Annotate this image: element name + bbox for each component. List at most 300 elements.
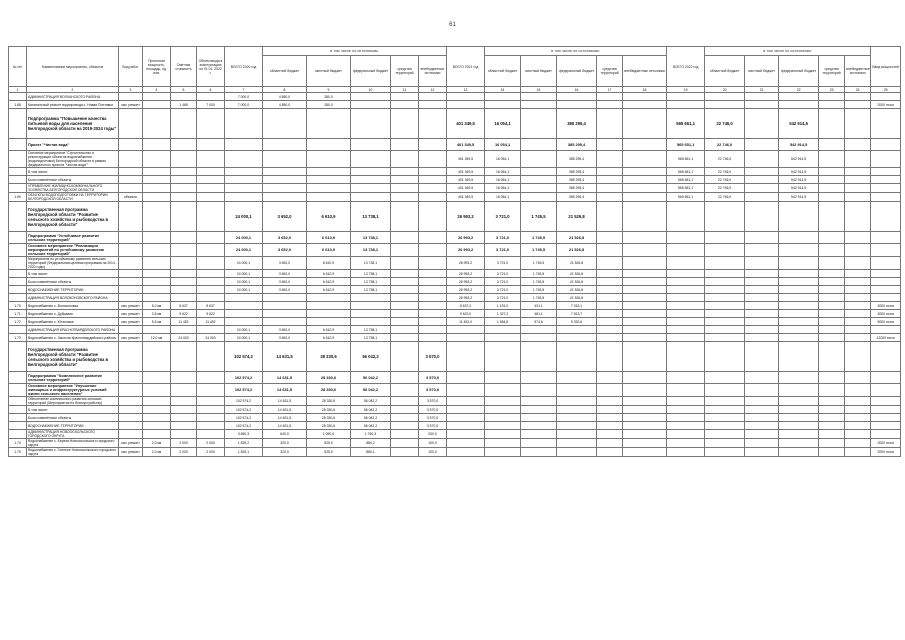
table-cell (447, 372, 485, 384)
table-cell (9, 342, 27, 372)
table-cell: 3 652,0 (263, 244, 307, 257)
table-cell (391, 244, 419, 257)
table-cell (745, 176, 779, 184)
table-cell: 16 054,1 (485, 109, 521, 139)
table-cell (667, 93, 705, 101)
table-row (9, 372, 901, 384)
table-cell (171, 93, 197, 101)
table-cell (845, 278, 871, 286)
table-cell: 1 745,5 (521, 244, 557, 257)
table-cell: 565 651,1 (667, 109, 705, 139)
table-cell (819, 318, 845, 326)
table-cell: 28 330,6 (307, 422, 351, 430)
table-cell (623, 184, 667, 193)
table-cell (623, 278, 667, 286)
table-cell (845, 176, 871, 184)
table-cell: 565 651,1 (667, 176, 705, 184)
table-cell (351, 310, 391, 318)
table-cell (143, 101, 171, 109)
table-cell (845, 397, 871, 406)
table-cell (845, 93, 871, 101)
table-cell (745, 342, 779, 372)
table-body (9, 93, 901, 457)
table-cell: 3 570,0 (419, 406, 447, 414)
table-cell (819, 151, 845, 168)
table-cell: 2000 пог.м (871, 101, 901, 109)
table-cell (871, 430, 901, 439)
col-header-regional-2022: областной бюджет (705, 56, 745, 87)
table-cell (119, 93, 143, 101)
table-cell: 401 349,5 (447, 193, 485, 202)
table-cell (9, 93, 27, 101)
table-cell: 200,0 (419, 430, 447, 439)
table-cell (171, 397, 197, 406)
table-cell (351, 109, 391, 139)
table-cell: 56 042,2 (351, 342, 391, 372)
table-cell (119, 397, 143, 406)
table-cell: 401 349,5 (447, 184, 485, 193)
table-cell (819, 372, 845, 384)
col-header-extra-2021: внебюджетные источники (623, 56, 667, 87)
table-cell (391, 109, 419, 139)
table-cell: 3 570,0 (419, 414, 447, 422)
table-cell: 12,0 км (143, 334, 171, 342)
column-number: 18 (623, 87, 667, 93)
table-cell (351, 193, 391, 202)
table-cell (745, 414, 779, 422)
table-cell: 24 000,1 (225, 278, 263, 286)
table-row (9, 397, 901, 406)
table-cell (819, 422, 845, 430)
table-cell (845, 139, 871, 151)
table-cell: 3 570,0 (419, 422, 447, 430)
table-cell: 3 650,3 (225, 430, 263, 439)
table-cell (705, 414, 745, 422)
table-cell (419, 193, 447, 202)
table-cell (307, 294, 351, 302)
table-cell (845, 430, 871, 439)
table-cell (597, 168, 623, 176)
table-cell: 6 610,9 (307, 278, 351, 286)
row-title-cell: Основное мероприятие "Улучшение жилищных и инфраструктурных условий жизни сельского населения" (27, 384, 119, 397)
table-cell: 14 631,5 (263, 384, 307, 397)
table-cell (391, 202, 419, 232)
table-row (9, 139, 901, 151)
table-cell: 1.70 (9, 302, 27, 310)
column-number: 17 (597, 87, 623, 93)
table-cell (351, 101, 391, 109)
table-cell (819, 286, 845, 294)
column-number: 8 (263, 87, 307, 93)
table-cell (819, 406, 845, 414)
table-cell (9, 422, 27, 430)
table-cell (9, 406, 27, 414)
table-cell (391, 278, 419, 286)
table-cell (667, 310, 705, 318)
table-cell (779, 397, 819, 406)
table-cell: 28 330,6 (307, 372, 351, 384)
column-number: 21 (745, 87, 779, 93)
table-cell (623, 397, 667, 406)
table-cell (597, 384, 623, 397)
row-title-cell: АДМИНИСТРАЦИЯ НОВООСКОЛЬСКОГО ГОРОДСКОГО ОКРУГА (27, 430, 119, 439)
table-cell (391, 93, 419, 101)
table-cell (143, 294, 171, 302)
col-header-volume: Объём ввода в эксплуатацию на 01.01. 2022 г. (197, 47, 225, 87)
table-cell: 3000 пог.м (871, 302, 901, 310)
table-cell (597, 430, 623, 439)
table-cell (871, 176, 901, 184)
table-cell (307, 151, 351, 168)
table-cell (705, 101, 745, 109)
table-cell: 525,0 (307, 439, 351, 448)
table-cell (557, 422, 597, 430)
table-cell (623, 109, 667, 139)
table-row (9, 422, 901, 430)
table-cell (845, 439, 871, 448)
table-cell (197, 139, 225, 151)
row-title-cell: АДМИНИСТРАЦИЯ КРАСНОГВАРДЕЙСКОГО РАЙОНА (27, 326, 119, 334)
table-cell (597, 334, 623, 342)
table-cell: 542 914,5 (779, 184, 819, 193)
row-title-cell: ВОДОСНАБЖЕНИЕ ТЕРРИТОРИИ (27, 422, 119, 430)
table-cell (9, 294, 27, 302)
table-cell (623, 414, 667, 422)
table-cell: 8 637 (197, 302, 225, 310)
table-cell (623, 372, 667, 384)
table-cell (419, 302, 447, 310)
table-cell (623, 270, 667, 278)
table-cell (419, 286, 447, 294)
table-cell (171, 294, 197, 302)
col-header-total-2020: ВСЕГО 2020 год (225, 47, 263, 87)
table-cell (623, 232, 667, 244)
table-cell (819, 270, 845, 278)
table-cell (745, 93, 779, 101)
table-cell (521, 139, 557, 151)
table-cell (779, 326, 819, 334)
table-cell (119, 151, 143, 168)
table-cell (391, 168, 419, 176)
table-cell (597, 318, 623, 326)
table-row (9, 151, 901, 168)
table-cell: кап. ремонт (119, 439, 143, 448)
table-cell (171, 193, 197, 202)
table-cell (521, 448, 557, 457)
table-cell (263, 139, 307, 151)
table-row (9, 406, 901, 414)
table-cell (143, 93, 171, 101)
table-row (9, 168, 901, 176)
table-cell (871, 168, 901, 176)
table-cell (705, 232, 745, 244)
table-cell: 1 825,2 (225, 439, 263, 448)
table-cell (197, 430, 225, 439)
table-cell (745, 448, 779, 457)
row-title-cell: Основное мероприятие "Реализация мероприятий по устойчивому развитию сельских территорий" (27, 244, 119, 257)
table-cell (745, 109, 779, 139)
table-cell: 16 054,1 (485, 139, 521, 151)
table-cell (485, 93, 521, 101)
table-cell (667, 318, 705, 326)
table-cell (819, 397, 845, 406)
table-cell: 102 574,2 (225, 372, 263, 384)
table-cell: 1.68 (9, 101, 27, 109)
table-cell: 24 000,1 (225, 326, 263, 334)
table-cell (623, 342, 667, 372)
table-cell (871, 270, 901, 278)
table-cell: 3 570,0 (419, 397, 447, 406)
table-cell (521, 326, 557, 334)
table-cell: 5,5 км (143, 318, 171, 326)
table-cell: 385 295,4 (557, 109, 597, 139)
table-cell (119, 202, 143, 232)
table-cell: 3 721,0 (485, 257, 521, 270)
table-cell (391, 294, 419, 302)
table-cell (119, 430, 143, 439)
table-row (9, 302, 901, 310)
table-cell (197, 397, 225, 406)
table-cell (597, 151, 623, 168)
table-cell: 431,1 (521, 302, 557, 310)
table-cell: 2 000 (197, 448, 225, 457)
table-cell: 280,0 (307, 93, 351, 101)
table-cell (597, 278, 623, 286)
table-cell: 24 000,1 (225, 202, 263, 232)
table-cell: 16 054,1 (485, 193, 521, 202)
col-header-territory-2021: средства территорий (597, 56, 623, 87)
table-cell (819, 202, 845, 232)
table-cell (143, 342, 171, 372)
table-cell (447, 414, 485, 422)
table-cell (391, 151, 419, 168)
table-cell (667, 448, 705, 457)
table-cell: 3 721,0 (485, 244, 521, 257)
table-cell: 2,0 км (143, 439, 171, 448)
table-cell (419, 334, 447, 342)
table-cell (521, 372, 557, 384)
table-cell (197, 270, 225, 278)
table-cell (745, 244, 779, 257)
table-cell (419, 101, 447, 109)
table-cell (597, 176, 623, 184)
table-cell (171, 168, 197, 176)
table-cell (197, 278, 225, 286)
table-cell: 565 651,1 (667, 139, 705, 151)
table-cell (597, 448, 623, 457)
table-cell (419, 109, 447, 139)
table-cell (819, 257, 845, 270)
row-title-cell: АДМИНИСТРАЦИЯ ВОЛЧАНСКОГО РАЙОНА (27, 93, 119, 101)
table-cell (119, 244, 143, 257)
table-cell (819, 244, 845, 257)
table-cell (871, 93, 901, 101)
row-title-cell: Основное мероприятие "Строительство и реконструкция объектов водоснабжения (водоподготовки) Белгородской области в рамках федерального проекта "Чистая вода"" (27, 151, 119, 168)
table-cell (745, 193, 779, 202)
table-cell: кап. ремонт (119, 101, 143, 109)
table-cell (845, 342, 871, 372)
table-cell (521, 334, 557, 342)
table-cell: 3 721,0 (485, 294, 521, 302)
table-cell (143, 257, 171, 270)
column-number: 20 (705, 87, 745, 93)
column-number: 6 (197, 87, 225, 93)
table-cell (225, 294, 263, 302)
table-cell (143, 184, 171, 193)
table-cell (623, 318, 667, 326)
table-cell (521, 342, 557, 372)
table-cell (705, 384, 745, 397)
table-cell: 3 652,0 (263, 286, 307, 294)
row-title-cell: Водоснабжение с. Засосна Красногвардейского района (27, 334, 119, 342)
table-cell (871, 257, 901, 270)
row-title-cell: В том числе: (27, 406, 119, 414)
table-row (9, 439, 901, 448)
table-cell: 16 054,1 (485, 151, 521, 168)
table-cell: 1.73 (9, 334, 27, 342)
table-cell: 13 738,1 (351, 270, 391, 278)
table-cell: 16 054,1 (485, 176, 521, 184)
table-cell (745, 406, 779, 414)
table-cell: 13 738,1 (351, 286, 391, 294)
row-title-cell: ВОДОСНАБЖЕНИЕ ТЕРРИТОРИИ (27, 286, 119, 294)
table-cell: 21 526,8 (557, 232, 597, 244)
table-cell (597, 414, 623, 422)
table-cell: 13 738,1 (351, 326, 391, 334)
table-cell: 2 000 (171, 439, 197, 448)
table-cell (171, 176, 197, 184)
column-number: 22 (779, 87, 819, 93)
table-cell: 5,0 км (143, 302, 171, 310)
table-cell (557, 430, 597, 439)
table-cell (171, 139, 197, 151)
table-cell: 9 622,0 (447, 310, 485, 318)
table-cell: 26 993,2 (447, 202, 485, 232)
table-cell (521, 414, 557, 422)
table-cell (597, 193, 623, 202)
table-cell (447, 93, 485, 101)
table-row (9, 109, 901, 139)
table-cell: 385 295,4 (557, 168, 597, 176)
table-cell: 28 330,6 (307, 342, 351, 372)
table-cell (557, 439, 597, 448)
row-title-cell: Водоснабжение х. Дубравка (27, 310, 119, 318)
table-cell: 1.71 (9, 310, 27, 318)
table-cell (667, 101, 705, 109)
table-cell (745, 334, 779, 342)
table-row (9, 294, 901, 302)
table-cell: 102 574,2 (225, 342, 263, 372)
table-cell (419, 176, 447, 184)
table-cell (871, 244, 901, 257)
table-cell (623, 406, 667, 414)
table-cell (197, 93, 225, 101)
table-cell (521, 430, 557, 439)
table-cell (779, 270, 819, 278)
table-cell (225, 151, 263, 168)
table-cell (667, 342, 705, 372)
table-cell (225, 139, 263, 151)
table-cell (667, 257, 705, 270)
table-cell (197, 342, 225, 372)
table-row (9, 193, 901, 202)
table-cell: 1 745,5 (521, 278, 557, 286)
table-cell (447, 422, 485, 430)
table-cell (225, 318, 263, 326)
table-cell (779, 232, 819, 244)
table-cell: 5000 пог.м (871, 318, 901, 326)
table-cell (143, 278, 171, 286)
table-cell (9, 372, 27, 384)
table-cell (845, 168, 871, 176)
table-cell: 1 191,0 (485, 302, 521, 310)
table-cell (171, 342, 197, 372)
table-cell (419, 310, 447, 318)
column-number: 23 (819, 87, 845, 93)
table-cell (485, 334, 521, 342)
row-title-cell: Было изменённые объекты (27, 176, 119, 184)
table-cell (557, 372, 597, 384)
table-cell: 3000 пог.м (871, 310, 901, 318)
table-cell (9, 326, 27, 334)
budget-table-sheet (8, 46, 899, 457)
table-cell (197, 151, 225, 168)
table-cell (9, 397, 27, 406)
table-cell (845, 184, 871, 193)
table-cell (143, 109, 171, 139)
table-cell: 1 825,1 (225, 448, 263, 457)
table-cell (745, 101, 779, 109)
table-cell: кап. ремонт (119, 448, 143, 457)
table-cell (623, 93, 667, 101)
table-cell: 2 000 (171, 448, 197, 457)
table-cell: 1 745,5 (521, 270, 557, 278)
table-cell (667, 372, 705, 384)
table-cell (557, 406, 597, 414)
table-cell (391, 334, 419, 342)
table-cell (623, 168, 667, 176)
col-header-territory-2020: средства территорий (391, 56, 419, 87)
table-cell (119, 232, 143, 244)
table-cell (597, 406, 623, 414)
table-cell (119, 384, 143, 397)
table-cell (447, 430, 485, 439)
table-cell (119, 184, 143, 193)
table-cell (171, 244, 197, 257)
table-cell (623, 439, 667, 448)
table-row (9, 334, 901, 342)
table-cell: кап. ремонт (119, 310, 143, 318)
table-cell (745, 278, 779, 286)
table-cell (597, 397, 623, 406)
column-number: 14 (485, 87, 521, 93)
table-cell (623, 310, 667, 318)
table-cell (705, 318, 745, 326)
table-cell (779, 384, 819, 397)
table-cell (171, 422, 197, 430)
table-cell: 7 000,0 (225, 93, 263, 101)
table-cell (485, 430, 521, 439)
table-cell: 21 526,8 (557, 244, 597, 257)
column-number: 4 (143, 87, 171, 93)
row-title-cell: Водоснабжение с. Глинное Новооскольского городского округа (27, 448, 119, 457)
column-number: 25 (871, 87, 901, 93)
table-cell: 3 570,0 (419, 384, 447, 397)
table-cell (667, 406, 705, 414)
col-header-federal-2022: федеральный бюджет (779, 56, 819, 87)
table-cell (705, 448, 745, 457)
table-cell (819, 302, 845, 310)
